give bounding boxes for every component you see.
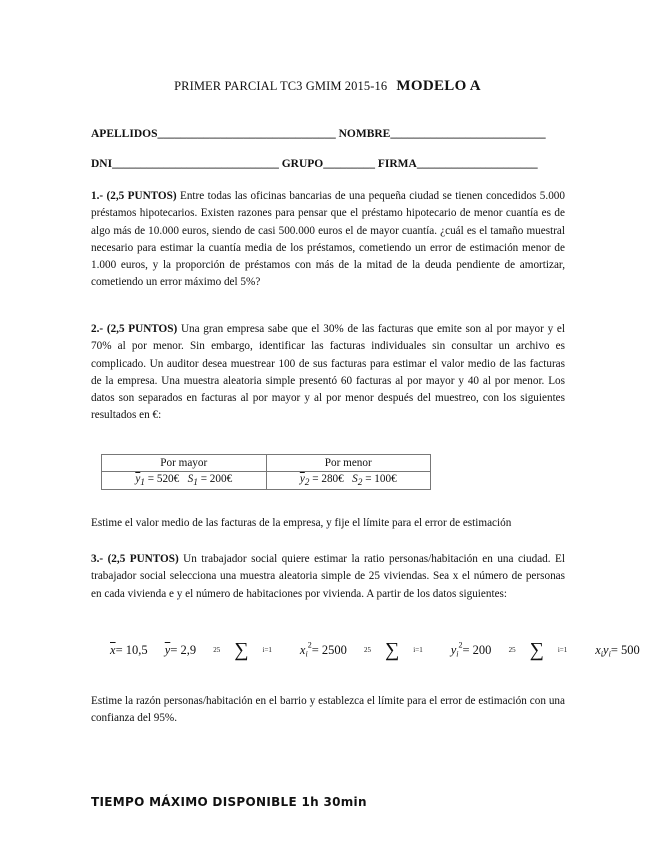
ybar-value: = 2,9 — [170, 642, 197, 657]
x2-superscript: 2 — [307, 640, 312, 650]
question-3-head: 3.- (2,5 PUNTOS) — [91, 553, 179, 565]
results-table — [101, 454, 431, 490]
sd-value: = 100€ — [362, 473, 397, 485]
table-row — [102, 472, 431, 490]
xy-term-x: x — [595, 642, 601, 657]
mean-subscript: 1 — [140, 478, 145, 489]
xy-subscript-y: i — [608, 649, 611, 659]
table-header-row — [102, 455, 431, 472]
sigma-lower: i=1 — [413, 645, 423, 654]
sd-symbol: S — [187, 473, 194, 485]
x2-subscript: i — [305, 649, 308, 659]
question-3-text: Un trabajador social quiere estimar la ratio personas/habitación en una ciudad. El trabajador social selecciona una muestra aleatoria simple de 25 viviendas. Sea x el número de personas en cada vivienda e y el número de habitaciones por vivienda. A partir de los datos siguientes: — [91, 553, 565, 600]
formula-sum-xy — [509, 640, 640, 660]
formula-sum-y2 — [364, 640, 491, 660]
mean-value: = 520€ — [144, 473, 180, 485]
name-fields-line: APELLIDOS_______________________________ NOMBRE___________________________ — [91, 128, 546, 140]
sigma-upper: 25 — [508, 645, 516, 654]
sd-symbol: S — [352, 473, 358, 485]
question-2-text: Una gran empresa sabe que el 30% de las facturas que emite son al por mayor y el 70% al por menor. Sin embargo, identificar las facturas individuales sin consultar un archivo es complicado. Un auditor desea muestrear 100 de sus facturas para estimar el valor medio de las facturas de la empresa. Una muestra aleatoria simple presentó 60 facturas al por mayor y 40 al por menor. Los datos son separados en facturas al por mayor y al por menor después del muestreo, con los siguientes resultados en €: — [91, 323, 565, 422]
sigma-upper: 25 — [364, 645, 372, 654]
sigma-lower: i=1 — [557, 645, 568, 654]
ybar-symbol: $\overline{y}$ — [164, 642, 171, 657]
sd-subscript: 2 — [357, 478, 363, 489]
y2-value: = 200 — [462, 642, 492, 657]
y2-superscript: 2 — [458, 640, 463, 650]
question-2 — [91, 321, 565, 425]
id-fields-line: DNI_____________________________ GRUPO_________ FIRMA_____________________ — [91, 158, 538, 170]
mean-value: = 280€ — [309, 473, 344, 485]
table-header-wholesale: Por mayor — [102, 455, 267, 472]
sd-value: = 200€ — [197, 473, 233, 485]
table-cell-wholesale — [102, 472, 267, 490]
xy-subscript-x: i — [600, 649, 604, 659]
sigma-icon: 25 ∑ i=1 — [213, 639, 272, 661]
formula-ybar — [165, 642, 196, 658]
question-1-head: 1.- (2,5 PUNTOS) — [91, 190, 177, 202]
table-cell-retail — [266, 472, 431, 490]
table-header-retail: Por menor — [266, 455, 431, 472]
question-3-instruction: Estime la razón personas/habitación en el barrio y establezca el límite para el error de estimación con una confianza del 95%. — [91, 695, 565, 725]
mean-symbol: $\overline{y}$ — [299, 473, 305, 485]
question-2-instruction: Estime el valor medio de las facturas de la empresa, y fije el límite para el error de estimación — [91, 517, 512, 529]
question-3 — [91, 551, 565, 603]
x2-value: = 2500 — [311, 642, 347, 657]
xy-term-y: y — [603, 642, 609, 657]
mean-subscript: 2 — [304, 478, 310, 489]
sigma-upper: 25 — [213, 645, 221, 654]
formula-xbar — [110, 642, 148, 658]
time-limit-footer: TIEMPO MÁXIMO DISPONIBLE 1h 30min — [91, 795, 367, 809]
summary-statistics-formula — [110, 640, 654, 660]
mean-symbol: $\overline{y}$ — [135, 473, 141, 485]
xy-value: = 500 — [610, 642, 640, 657]
sd-subscript: 1 — [193, 478, 198, 489]
sigma-lower: i=1 — [262, 645, 272, 654]
sigma-icon: 25 ∑ i=1 — [364, 639, 423, 661]
xbar-symbol: $\overline{x}$ — [110, 642, 116, 657]
exam-title-text: PRIMER PARCIAL TC3 GMIM 2015-16 — [174, 79, 388, 93]
formula-sum-x2 — [213, 640, 347, 660]
x2-term: x — [299, 642, 306, 657]
y2-subscript: i — [456, 649, 459, 659]
xbar-value: = 10,5 — [115, 642, 148, 657]
exam-title — [0, 78, 655, 95]
question-1 — [91, 188, 565, 292]
sigma-icon: 25 ∑ i=1 — [508, 639, 568, 661]
exam-model: MODELO A — [396, 78, 481, 94]
question-2-head: 2.- (2,5 PUNTOS) — [91, 323, 178, 335]
y2-term: y — [450, 642, 457, 657]
question-1-text: Entre todas las oficinas bancarias de una pequeña ciudad se tienen concedidos 5.000 préstamos hipotecarios. Existen razones para pensar que el préstamo hipotecario de menor cuantía es de algo más de 10.000 euros, siendo de casi 500.000 euros el de mayor cuantía. ¿cuál es el tamaño muestral necesario para estimar la cuantía media de los préstamos, cometiendo un error de estimación menor de 1.000 euros, y la proporción de préstamos con más de la mitad de la deuda pendiente de amortizar, cometiendo un error máximo del 5%? — [91, 190, 565, 289]
